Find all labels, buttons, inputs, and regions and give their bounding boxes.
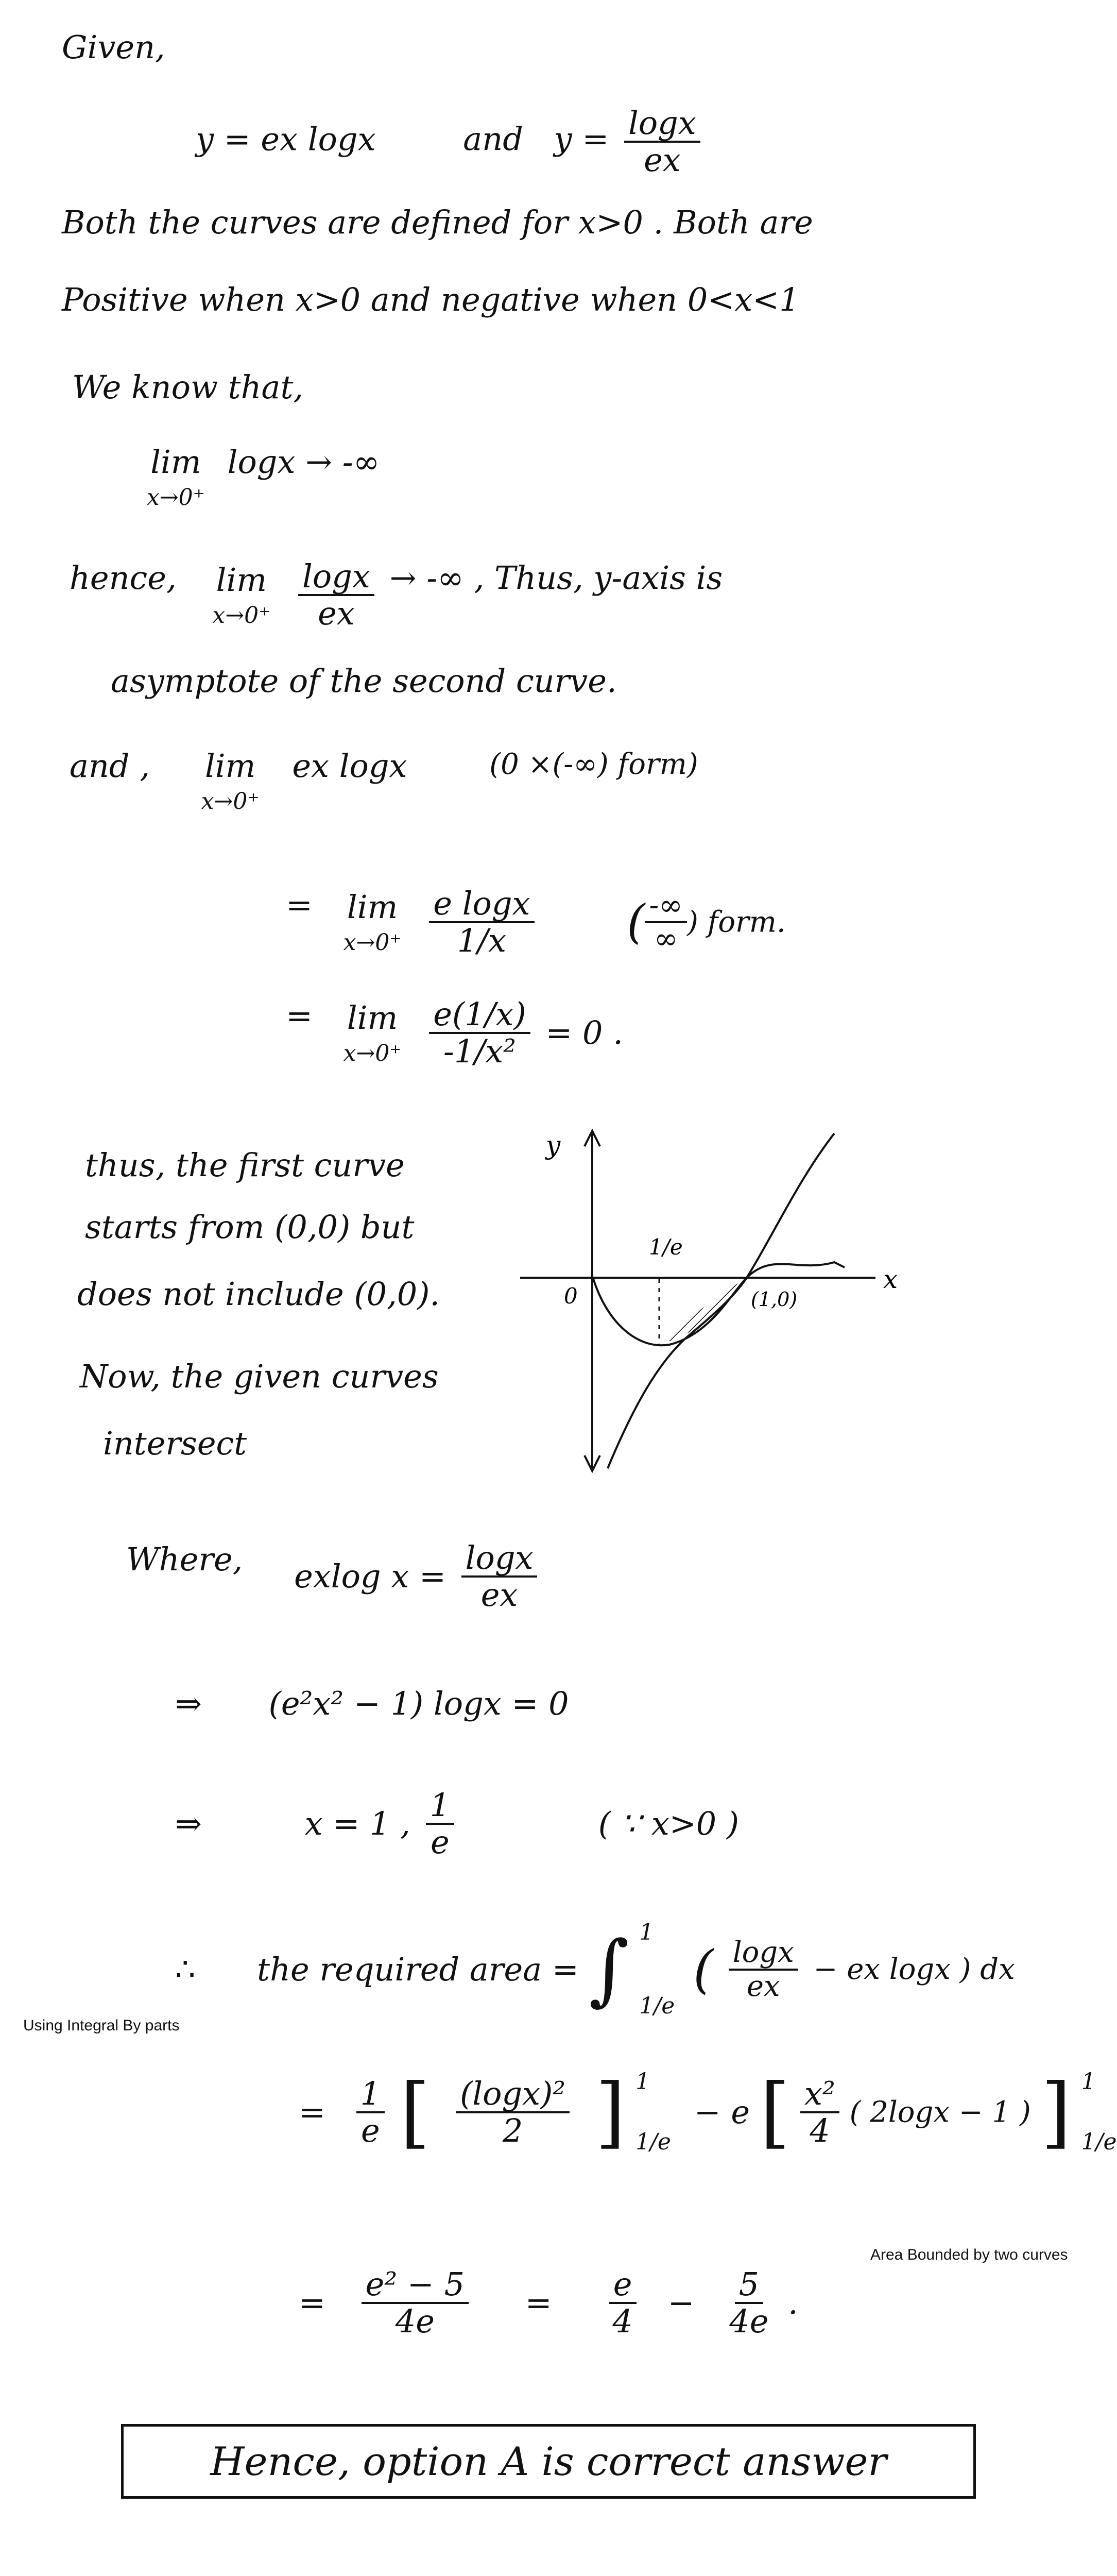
side-note-5: intersect	[103, 1425, 247, 1462]
fraction-logx-ex: $\frac{\log x}{ex}$	[624, 106, 700, 178]
limit-first-curve: and , lim x→0⁺ ex logx (0 ×(-∞) form)	[70, 747, 698, 815]
y-label: y	[546, 1130, 561, 1160]
side-note-1: thus, the first curve	[85, 1146, 405, 1184]
curves-graph	[505, 1118, 927, 1489]
inv-e-label: 1/e	[649, 1234, 683, 1260]
integral-evaluation: = $\frac{1}{e}$ [ $\frac{\text{(logx)²}}{2}$ ] 1 1/e − e [ $\frac{\text{x²}}{4}$ ( 2logx − 1 ) ] 1 1/e	[299, 2067, 1117, 2157]
limit-second-curve: hence, lim x→0⁺ $\frac{\log x}{ex}$ → -∞ , Thus, y-axis is	[70, 557, 723, 633]
curve-1: y = ex logx	[196, 120, 376, 158]
domain-statement: Both the curves are defined for x>0 . Both are	[62, 204, 813, 241]
side-note-4: Now, the given curves	[80, 1358, 439, 1395]
limit-step-3: = lim x→0⁺ $\frac{e(1/x)}{\text{-1/x²}}$ = 0 .	[286, 995, 623, 1071]
shaded-region	[657, 1278, 747, 1345]
heading-given: Given,	[62, 28, 165, 66]
final-simplification: = $\frac{\text{e² − 5}}{4e}$ = $\frac{e}{4}$ − $\frac{5}{4e}$ .	[299, 2265, 798, 2341]
limit-step-2: = lim x→0⁺ $\frac{\text{e logx}}{1/x}$ ( $\frac{-\infty}{\infty}$ ) form.	[286, 885, 786, 960]
final-answer: Hence, option A is correct answer	[210, 2438, 887, 2484]
intersection-where: Where, exlog x = $\frac{\log x}{ex}$	[126, 1540, 542, 1613]
right-bracket-icon: ]	[595, 2067, 626, 2157]
sign-statement: Positive when x>0 and negative when 0<x<1	[62, 281, 800, 318]
given-equations	[196, 106, 706, 178]
curve-2-lhs: y =	[554, 120, 609, 158]
asymptote-statement: asymptote of the second curve.	[111, 662, 617, 700]
point-label: (1,0)	[751, 1288, 798, 1311]
left-bracket-2-icon: [	[760, 2067, 791, 2157]
x-label: x	[883, 1264, 898, 1294]
origin-label: 0	[564, 1283, 578, 1309]
and-text: and	[463, 120, 523, 158]
note-area-bounded: Area Bounded by two curves	[870, 2246, 1068, 2263]
required-area: ∴ the required area = ∫ 1 1/e ( $\frac{\log x}{ex}$ − ex logx ) dx	[175, 1919, 1015, 2019]
final-answer-box	[121, 2424, 976, 2499]
limit-logx: lim x→0⁺ logx → -∞	[147, 443, 380, 511]
intersection-factored: ⇒ (e²x² − 1) logx = 0	[175, 1685, 569, 1722]
intersection-roots: ⇒ x = 1 , $\frac{1}{e}$ ( ∵ x>0 )	[175, 1786, 740, 1861]
note-integral-by-parts: Using Integral By parts	[23, 2017, 180, 2034]
right-bracket-2-icon: ]	[1041, 2067, 1071, 2157]
side-note-3: does not include (0,0).	[77, 1275, 440, 1313]
we-know-that: We know that,	[72, 368, 304, 406]
side-note-2: starts from (0,0) but	[85, 1208, 415, 1246]
integral-sign-icon: ∫	[589, 1924, 629, 2014]
left-bracket-icon: [	[400, 2067, 431, 2157]
